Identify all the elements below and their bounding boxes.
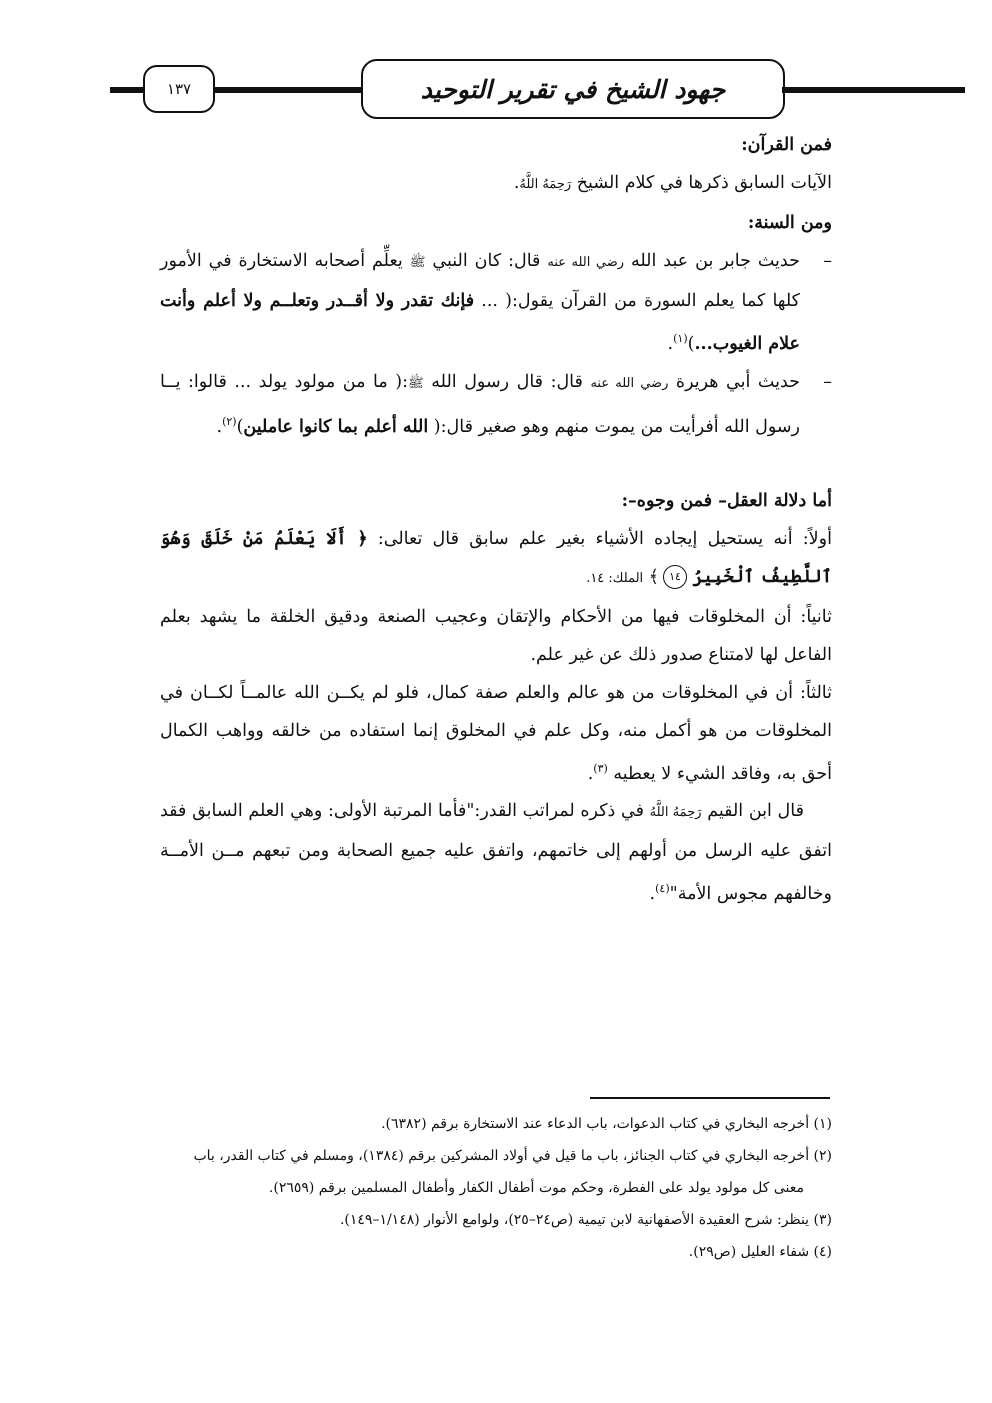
quran-heading: فمن القرآن: — [741, 135, 832, 155]
hadith-jabir-text-c: يعلِّم أصحابه الاستخارة في الأمور كلها كما يعلم السورة من القرآن يقول:( ... — [160, 251, 800, 311]
surah-reference: الملك: ١٤. — [586, 570, 644, 586]
footnote-2: (٢) أخرجه البخاري في كتاب الجنائز، باب ما قيل في أولاد المشركين برقم (١٣٨٤)، ومسلم في كتاب القدر، باب — [193, 1148, 832, 1164]
punctuation: ) — [236, 416, 244, 437]
footnote-2-continuation: معنى كل مولود يولد على الفطرة، وحكم موت أطفال الكفار وأطفال المسلمين برقم (٢٦٥٩). — [268, 1180, 804, 1196]
hadith-abuhurayra-text-c: :( ما من مولود يولد ... قالوا: يــا رسول الله أفرأيت من يموت منهم وهو صغير قال:( — [160, 371, 800, 437]
footnote-4: (٤) شفاء العليل (ص٢٩). — [688, 1244, 832, 1260]
spacer — [160, 446, 832, 482]
honorific-radiallahu: رضي الله عنه — [547, 255, 625, 270]
quran-text: الآيات السابق ذكرها في كلام الشيخ — [576, 173, 832, 193]
footnote-ref-1[interactable]: (١) — [673, 332, 688, 345]
quran-paragraph — [160, 164, 832, 204]
footnote-1: (١) أخرجه البخاري في كتاب الدعوات، باب الدعاء عند الاستخارة برقم (٦٣٨٢). — [381, 1116, 832, 1132]
page-number: ١٣٧ — [143, 65, 215, 113]
header-rule-right — [782, 87, 965, 93]
hadith-jabir-text-a: حديث جابر بن عبد الله — [630, 251, 800, 271]
punctuation: ) — [687, 333, 695, 354]
reason-first — [160, 520, 832, 598]
reason-third — [160, 674, 832, 793]
ayah-number-marker: ١٤ — [663, 565, 687, 589]
punctuation: . — [216, 416, 223, 437]
ibn-qayyim-text-b: في ذكره لمراتب القدر:"فأما المرتبة الأولى: وهي العلم السابق فقد اتفق عليه الرسل من أولهم إلى خاتمهم، واتفق عليه جميع الصحابة ومن تبعهم مــن الأمــة وخالفهم مجوس الأمة" — [160, 801, 832, 905]
ayah-close-bracket: ﴾ — [648, 566, 660, 587]
hadith-jabir-quote: فإنك تقدر ولا أقــدر وتعلــم ولا أعلم وأنت علام الغيوب... — [160, 291, 800, 354]
reason-third-text: ثالثاً: أن في المخلوقات من هو عالم والعلم صفة كمال، فلو لم يكــن الله عالمــاً لكــان في المخلوقات من هو أكمل منه، وكل علم في المخلوق إنما استفاده من خالقه وواهب الكمال أحق به، وفاقد الشيء لا يعطيه — [160, 682, 832, 784]
honorific-rahimahullah: رَحِمَهُ اللَّهُ — [519, 177, 572, 192]
footnotes — [160, 1108, 832, 1268]
page-header — [0, 56, 992, 126]
honorific-radiallahu: رضي الله عنه — [590, 375, 669, 391]
bullet-dash: – — [823, 371, 832, 392]
hadith-abuhurayra-quote: الله أعلم بما كانوا عاملين — [243, 416, 429, 437]
reason-first-text: أولاً: أنه يستحيل إيجاده الأشياء بغير علم سابق قال تعالى: — [377, 528, 832, 549]
footnote-ref-3[interactable]: (٣) — [593, 761, 608, 775]
footnote-3: (٣) ينظر: شرح العقيدة الأصفهانية لابن تيمية (ص٢٤–٢٥)، ولوامع الأنوار (١/١٤٨–١٤٩). — [339, 1212, 832, 1228]
punctuation: . — [667, 333, 674, 354]
sunnah-heading: ومن السنة: — [747, 213, 832, 233]
punctuation: . — [649, 884, 656, 905]
honorific-rahimahullah: رَحِمَهُ اللَّهُ — [649, 805, 702, 821]
punctuation: . — [587, 763, 594, 784]
running-title: جهود الشيخ في تقرير التوحيد — [361, 59, 785, 119]
header-rule-middle — [214, 87, 362, 93]
ibn-qayyim-text-a: قال ابن القيم — [707, 801, 804, 822]
footnote-separator — [590, 1097, 830, 1099]
header-rule-left — [110, 87, 144, 93]
hadith-abuhurayra-text-b: قال: قال رسول الله — [431, 371, 583, 392]
hadith-jabir-item — [160, 242, 832, 363]
footnote-ref-4[interactable]: (٤) — [655, 882, 670, 896]
bullet-dash: – — [823, 251, 832, 271]
hadith-abuhurayra-text-a: حديث أبي هريرة — [675, 371, 800, 392]
main-text — [160, 126, 832, 913]
honorific-salawat: ﷺ — [407, 375, 424, 391]
reason-second: ثانياً: أن المخلوقات فيها من الأحكام والإتقان وعجيب الصنعة ودقيق الخلقة ما يشهد بعلم الفاعل لها لامتناع صدور ذلك عن غير علم. — [160, 606, 832, 665]
footnote-ref-2[interactable]: (٢) — [222, 414, 237, 428]
hadith-jabir-text-b: قال: كان النبي — [432, 251, 541, 271]
ibn-qayyim-quote — [160, 792, 832, 913]
punctuation: . — [513, 173, 520, 193]
hadith-abuhurayra-item — [160, 363, 832, 446]
honorific-salawat: ﷺ — [409, 255, 426, 270]
reason-heading: أما دلالة العقل– فمن وجوه–: — [621, 490, 832, 511]
quran-ayah: ﴿ أَلَا يَعْلَمُ مَنْ خَلَقَ وَهُوَ ٱللَّطِيفُ ٱلْخَبِيرُ — [160, 528, 832, 587]
